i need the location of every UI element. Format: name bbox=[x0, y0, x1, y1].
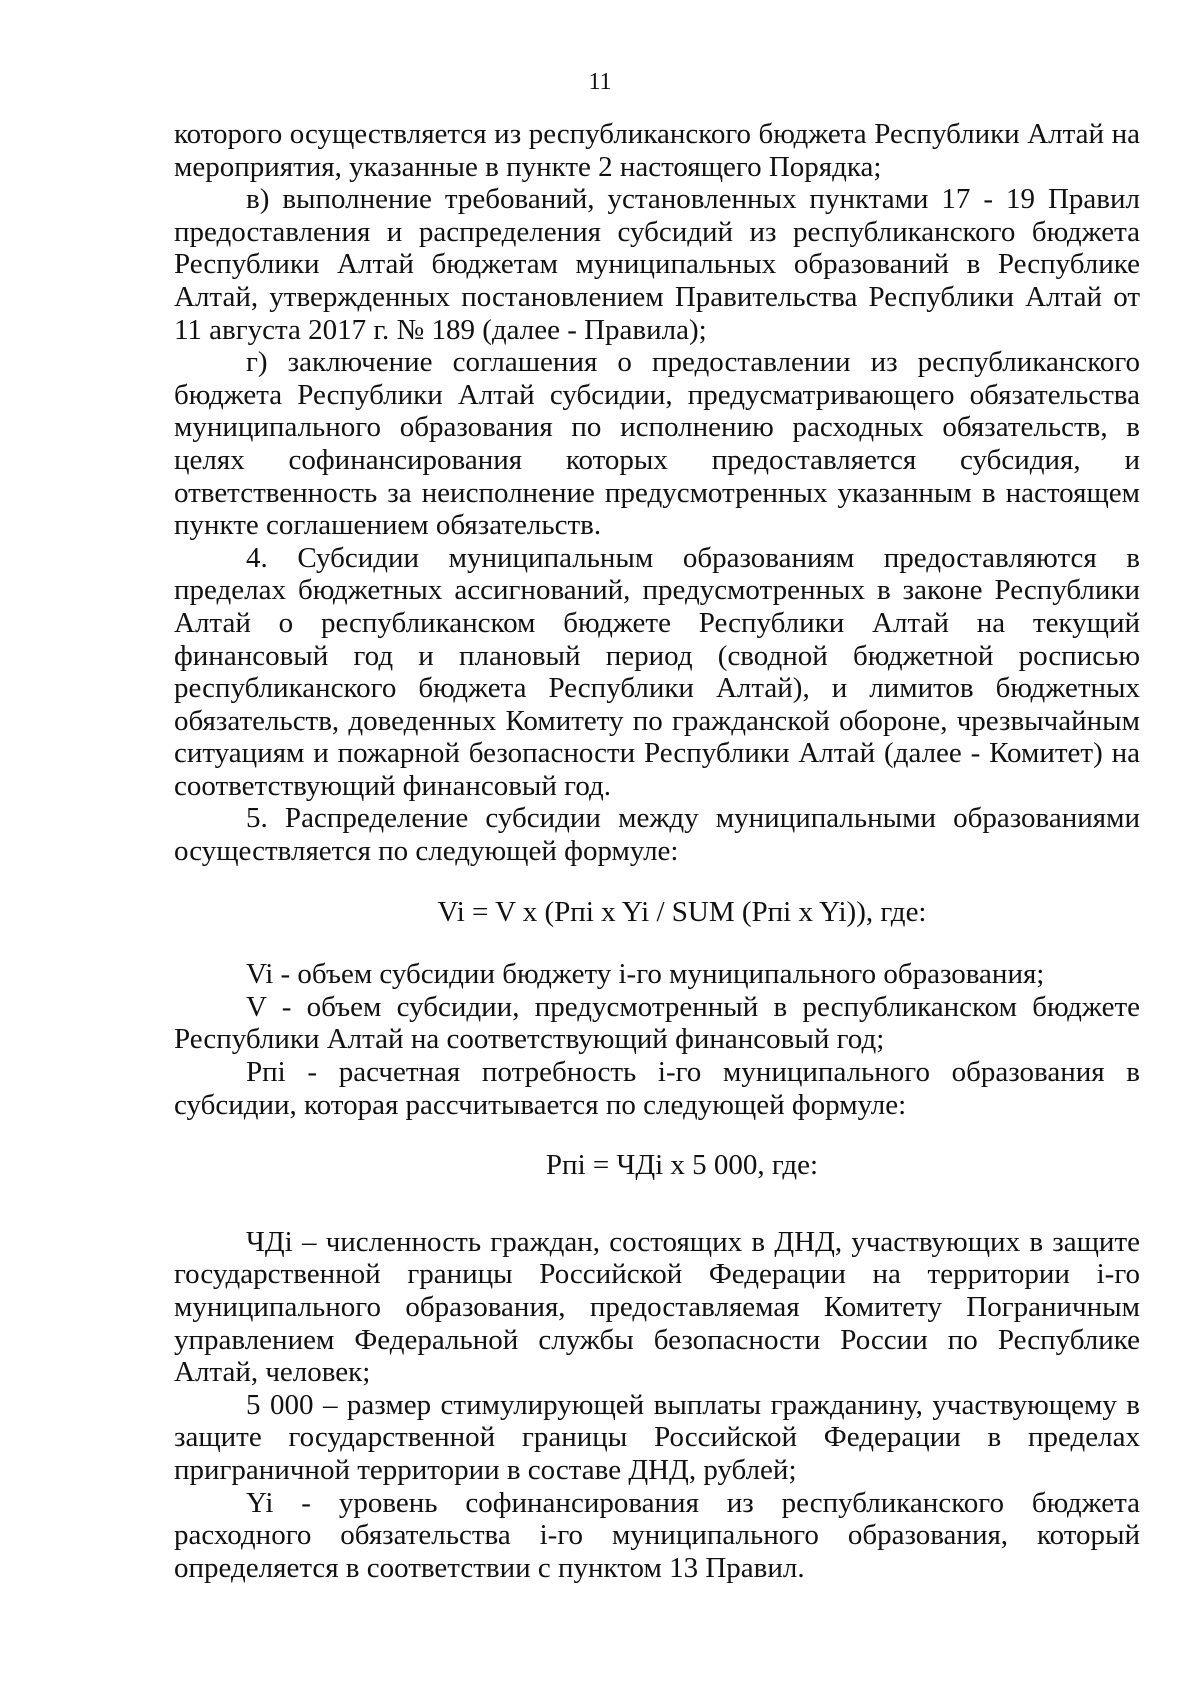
paragraph-5: 5. Распределение субсидии между муниципальными образованиями осуществляется по следующей формуле: bbox=[174, 802, 1140, 868]
definition-chdi: ЧДi – численность граждан, состоящих в ДНД, участвующих в защите государственной границы Российской Федерации на территории i-го муниципального образования, предоставляемая Комитету Пограничным управлением Федеральной службы безопасности России по Республике Алтай, человек; bbox=[174, 1225, 1140, 1389]
definition-rpi: Рпi - расчетная потребность i-го муниципального образования в субсидии, которая рассчитывается по следующей формуле: bbox=[174, 1056, 1140, 1121]
paragraph-continuation: которого осуществляется из республиканского бюджета Республики Алтай на мероприятия, указанные в пункте 2 настоящего Порядка; bbox=[174, 118, 1140, 183]
paragraph-item-g: г) заключение соглашения о предоставлении из республиканского бюджета Республики Алтай субсидии, предусматривающего обязательства муниципального образования по исполнению расходных обязательств, в целях софинансирования которых предоставляется субсидия, и ответственность за неисполнение предусмотренных указанным в настоящем пункте соглашением обязательств. bbox=[174, 346, 1140, 542]
paragraph-4: 4. Субсидии муниципальным образованиям предоставляются в пределах бюджетных ассигнований, предусмотренных в законе Республики Алтай о республиканском бюджете Республики Алтай на текущий финансовый год и плановый период (сводной бюджетной росписью республиканского бюджета Республики Алтай), и лимитов бюджетных обязательств, доведенных Комитету по гражданской обороне, чрезвычайным ситуациям и пожарной безопасности Республики Алтай (далее - Комитет) на соответствующий финансовый год. bbox=[174, 541, 1140, 802]
paragraph-item-v: в) выполнение требований, установленных пунктами 17 - 19 Правил предоставления и распределения субсидий из республиканского бюджета Республики Алтай бюджетам муниципальных образований в Республике Алтай, утвержденных постановлением Правительства Республики Алтай от 11 августа 2017 г. № 189 (далее - Правила); bbox=[174, 183, 1140, 346]
definition-vi: Vi - объем субсидии бюджету i-го муниципального образования; bbox=[246, 958, 1045, 991]
definition-yi: Yi - уровень софинансирования из республиканского бюджета расходного обязательства i-го муниципального образования, который определяется в соответствии с пунктом 13 Правил. bbox=[174, 1486, 1140, 1584]
definition-5000: 5 000 – размер стимулирующей выплаты гражданину, участвующему в защите государственной границы Российской Федерации в пределах приграничной территории в составе ДНД, рублей; bbox=[174, 1388, 1140, 1486]
formula-need: Рпi = ЧДi x 5 000, где: bbox=[545, 1149, 819, 1182]
definition-v: V - объем субсидии, предусмотренный в республиканском бюджете Республики Алтай на соответствующий финансовый год; bbox=[174, 990, 1140, 1056]
document-body bbox=[174, 118, 1140, 1584]
formula-subsidy-distribution: Vi = V x (Рпi x Yi / SUM (Рпi x Yi)), где: bbox=[437, 895, 927, 928]
page-number: 11 bbox=[588, 69, 612, 95]
